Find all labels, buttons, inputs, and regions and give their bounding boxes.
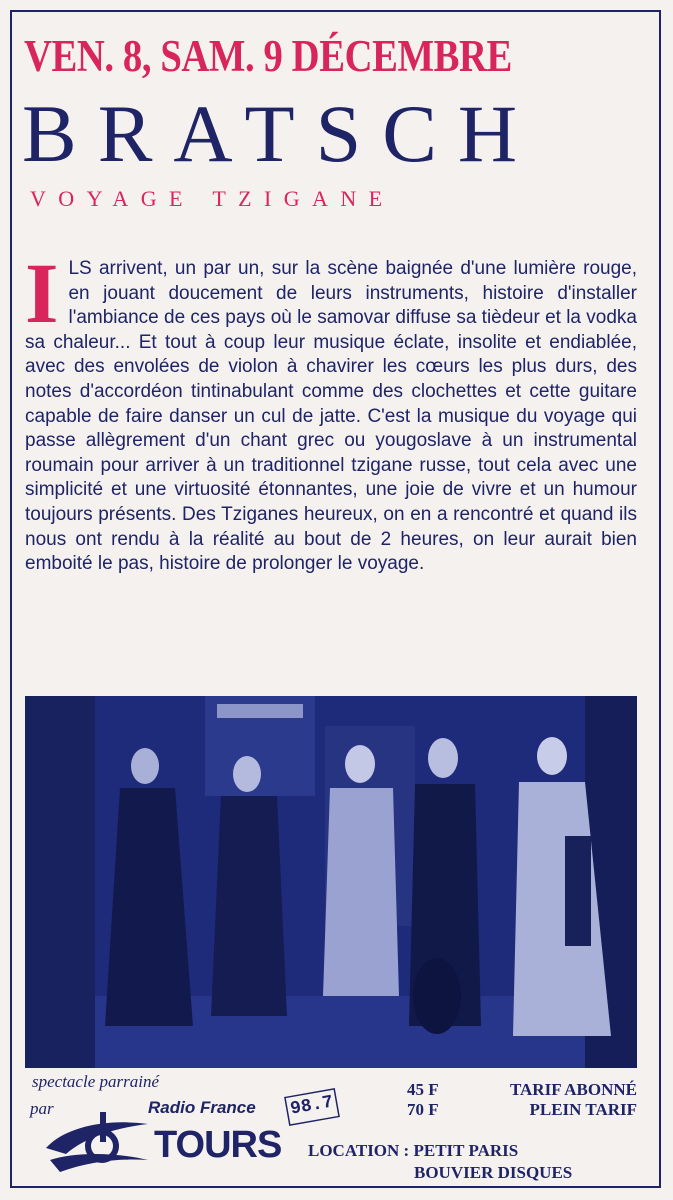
drop-cap: I	[25, 245, 59, 341]
location-line	[308, 1162, 636, 1184]
band-photo-illustration	[25, 696, 637, 1068]
price-row	[407, 1100, 637, 1120]
location-line	[308, 1140, 636, 1162]
ticket-location	[308, 1140, 636, 1184]
price-label: PLEIN TARIF	[529, 1100, 637, 1119]
sponsor-intro: spectacle parrainé	[32, 1072, 159, 1091]
location-name: PETIT PARIS	[413, 1141, 519, 1160]
location-label: LOCATION :	[308, 1141, 410, 1160]
band-name: BRATSCH	[22, 88, 539, 179]
frequency-text: 98.7	[288, 1092, 335, 1120]
band-photo	[25, 696, 637, 1068]
article-text: LS arrivent, un par un, sur la scène baignée d'une lumière rouge, en jouant doucement de leurs instruments, histoire d'installer l'ambiance de ces pays où le samovar diffuse sa tièdeur et la vodka sa chaleur... Et tout à coup leur musique éclate, insolite et endiablée, avec des envolées de violon à chavirer les cœurs les plus durs, des notes d'accordéon tintinabulant comme des clochettes et cette guitare capable de faire danser un cul de jatte. C'est la musique du voyage qui passe allègrement d'un chant grec ou yougoslave à un instrumental roumain pour arriver à un traditionnel tzigane russe, tout cela avec une simplicité et une virtuosité étonnantes, une joie de vivre et un humour toujours présents. Des Tziganes heureux, on en a rencontré et quand ils nous ont rendu à la réalité au bout de 2 heures, on leur aurait bien emboité le pas, histoire de prolonger le voyage.	[25, 258, 637, 575]
event-date: VEN. 8, SAM. 9 DÉCEMBRE	[24, 31, 512, 81]
tour-subtitle: VOYAGE TZIGANE	[30, 186, 395, 211]
sponsor-name: Radio France	[148, 1098, 256, 1117]
location-name: BOUVIER DISQUES	[414, 1163, 573, 1182]
price-row	[407, 1080, 637, 1100]
sponsor-city: TOURS	[154, 1124, 282, 1166]
radio-france-logo-icon	[44, 1108, 150, 1176]
sponsor-par: par	[30, 1099, 54, 1118]
article-body	[25, 245, 637, 577]
price-label: TARIF ABONNÉ	[509, 1080, 637, 1099]
price-list	[407, 1080, 637, 1120]
price-amount: 45 F	[407, 1080, 439, 1099]
price-amount: 70 F	[407, 1100, 439, 1119]
